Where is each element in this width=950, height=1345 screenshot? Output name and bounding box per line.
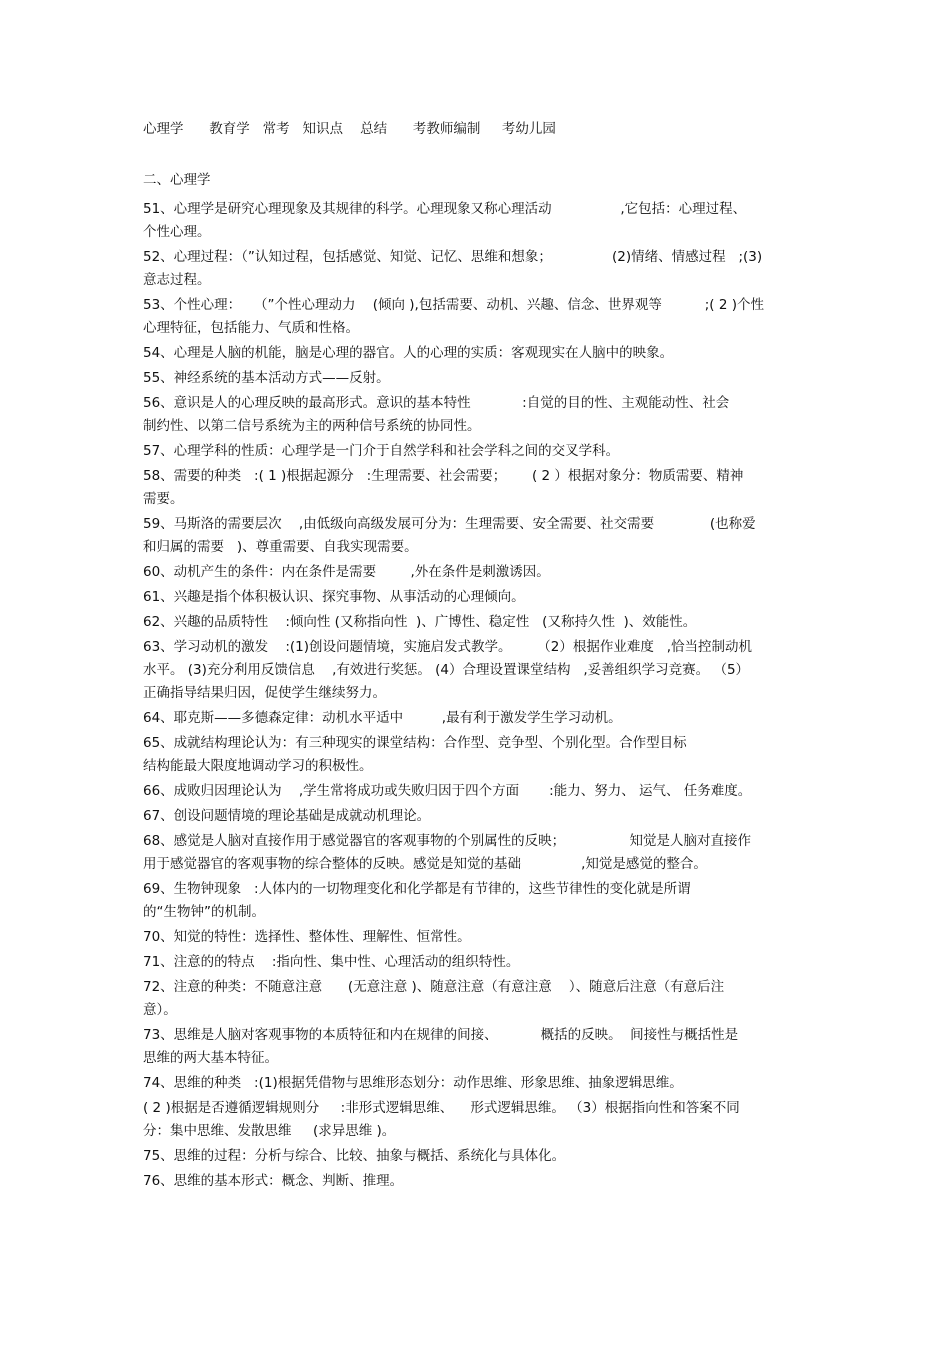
list-item: 70、知觉的特性：选择性、整体性、理解性、恒常性。: [143, 929, 471, 945]
list-item: 64、耶克斯——多德森定律：动机水平适中 ,最有利于激发学生学习动机。: [143, 710, 622, 726]
document-title: 心理学 教育学 常考 知识点 总结 考教师编制 考幼儿园: [143, 121, 556, 137]
list-item: 62、兴趣的品质特性 :倾向性 (又称指向性 )、广博性、稳定性 (又称持久性 )、效能性。: [143, 614, 697, 630]
list-item: 56、意识是人的心理反映的最高形式。意识的基本特性 :自觉的目的性、主观能动性、社会 制约性、以第二信号系统为主的两种信号系统的协同性。: [143, 395, 730, 434]
list-item: 72、注意的种类：不随意注意 (无意注意 )、随意注意（有意注意 ）、随意后注意（有意后注 意）。: [143, 979, 725, 1018]
list-item: 68、感觉是人脑对直接作用于感觉器官的客观事物的个别属性的反映； 知觉是人脑对直接作 用于感觉器官的客观事物的综合整体的反映。感觉是知觉的基础 ,知觉是感觉的整合。: [143, 833, 752, 872]
section-heading: 二、心理学: [143, 172, 211, 188]
list-item: 71、注意的的特点 :指向性、集中性、心理活动的组织特性。: [143, 954, 520, 970]
list-item: 59、马斯洛的需要层次 ,由低级向高级发展可分为：生理需要、安全需要、社交需要 (也称爱 和归属的需要 )、尊重需要、自我实现需要。: [143, 516, 756, 555]
list-item: 52、心理过程：（”认知过程，包括感觉、知觉、记忆、思维和想象； (2)情绪、情感过程 ;(3) 意志过程。: [143, 249, 763, 288]
list-item: 73、思维是人脑对客观事物的本质特征和内在规律的间接、 概括的反映。 间接性与概括性是 思维的两大基本特征。: [143, 1027, 739, 1066]
list-item: 67、创设问题情境的理论基础是成就动机理论。: [143, 808, 431, 824]
list-item: 76、思维的基本形式：概念、判断、推理。: [143, 1173, 404, 1189]
list-item: 63、学习动机的激发 :(1)创设问题情境，实施启发式教学。 （2）根据作业难度 ,恰当控制动机 水平。 (3)充分利用反馈信息 ,有效进行奖惩。 (4）合理设置课堂结构 ,妥善组织学习竞赛。 （5） 正确指导结果归因，促使学生继续努力。: [143, 639, 753, 701]
list-item: 55、神经系统的基本活动方式——反射。: [143, 370, 390, 386]
list-item: 66、成败归因理论认为 ,学生常将成功或失败归因于四个方面 :能力、努力、 运气、 任务难度。: [143, 783, 752, 799]
list-item: 65、成就结构理论认为：有三种现实的课堂结构：合作型、竞争型、个别化型。合作型目标 结构能最大限度地调动学习的积极性。: [143, 735, 687, 774]
list-item: 57、心理学科的性质：心理学是一门介于自然学科和社会学科之间的交叉学科。: [143, 443, 620, 459]
list-item: 69、生物钟现象 :人体内的一切物理变化和化学都是有节律的，这些节律性的变化就是所谓 的“生物钟”的机制。: [143, 881, 691, 920]
content-body: [143, 198, 813, 1195]
list-item: 54、心理是人脑的机能，脑是心理的器官。人的心理的实质：客观现实在人脑中的映象。: [143, 345, 674, 361]
list-item: 74、思维的种类 :(1)根据凭借物与思维形态划分：动作思维、形象思维、抽象逻辑思维。: [143, 1075, 683, 1091]
list-item: 53、个性心理： （”个性心理动力 (倾向 ),包括需要、动机、兴趣、信念、世界观等 ;( 2 )个性 心理特征，包括能力、气质和性格。: [143, 297, 764, 336]
list-item: 75、思维的过程：分析与综合、比较、抽象与概括、系统化与具体化。: [143, 1148, 566, 1164]
list-item: 51、心理学是研究心理现象及其规律的科学。心理现象又称心理活动 ,它包括：心理过程、 个性心理。: [143, 201, 747, 240]
list-item: 58、需要的种类 :( 1 )根据起源分 :生理需要、社会需要； ( 2 ）根据对象分：物质需要、精神 需要。: [143, 468, 744, 507]
list-item: 60、动机产生的条件：内在条件是需要 ,外在条件是刺激诱因。: [143, 564, 550, 580]
list-item: ( 2 )根据是否遵循逻辑规则分 :非形式逻辑思维、 形式逻辑思维。 （3）根据指向性和答案不同 分：集中思维、发散思维 (求异思维 )。: [143, 1100, 740, 1139]
list-item: 61、兴趣是指个体积极认识、探究事物、从事活动的心理倾向。: [143, 589, 525, 605]
